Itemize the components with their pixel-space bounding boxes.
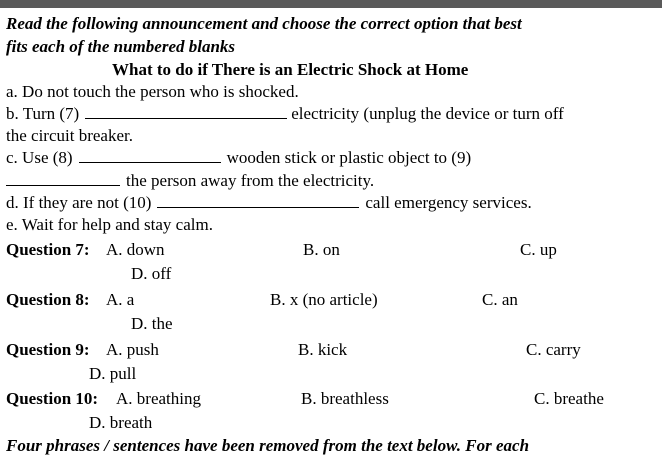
question-7-option-d[interactable]: D. off — [131, 264, 172, 283]
passage-c-end: wooden stick or plastic object to (9) — [226, 148, 472, 167]
question-8-option-a[interactable]: A. a — [106, 290, 135, 309]
question-9-option-b[interactable]: B. kick — [298, 340, 348, 359]
question-9-label: Question 9: — [6, 340, 90, 359]
passage-d-start: d. If they are not (10) — [6, 193, 152, 212]
passage-c-start: c. Use (8) — [6, 148, 73, 167]
passage-c-cont-text: the person away from the electricity. — [126, 171, 375, 190]
instruction-line-1: Read the following announcement and choose the correct option that best — [6, 14, 522, 33]
question-10-option-b[interactable]: B. breathless — [301, 389, 389, 408]
question-7-label: Question 7: — [6, 240, 90, 259]
question-7-option-c[interactable]: C. up — [520, 240, 557, 259]
blank-9 — [6, 171, 120, 186]
question-10-option-c[interactable]: C. breathe — [534, 389, 604, 408]
top-bar — [0, 0, 662, 8]
instruction-line-2: fits each of the numbered blanks — [6, 37, 236, 56]
question-10-option-a[interactable]: A. breathing — [116, 389, 201, 408]
question-9-option-a[interactable]: A. push — [106, 340, 159, 359]
blank-7 — [85, 104, 287, 119]
passage-b-end: electricity (unplug the device or turn off — [291, 104, 564, 123]
question-10-label: Question 10: — [6, 389, 99, 408]
passage-item-c-cont — [6, 171, 374, 191]
question-9-option-d[interactable]: D. pull — [89, 364, 137, 383]
passage-item-b-cont: the circuit breaker. — [6, 126, 133, 145]
passage-item-b — [6, 104, 564, 124]
passage-item-a: a. Do not touch the person who is shocked. — [6, 82, 299, 101]
passage-item-d — [6, 193, 532, 213]
blank-10 — [157, 193, 359, 208]
question-8-option-d[interactable]: D. the — [131, 314, 173, 333]
footer-instruction: Four phrases / sentences have been removed from the text below. For each — [6, 436, 530, 455]
question-8-label: Question 8: — [6, 290, 90, 309]
question-8-option-c[interactable]: C. an — [482, 290, 518, 309]
passage-d-end: call emergency services. — [365, 193, 532, 212]
passage-b-start: b. Turn (7) — [6, 104, 80, 123]
question-7-option-b[interactable]: B. on — [303, 240, 340, 259]
question-9-option-c[interactable]: C. carry — [526, 340, 581, 359]
question-7-option-a[interactable]: A. down — [106, 240, 165, 259]
passage-item-e: e. Wait for help and stay calm. — [6, 215, 213, 234]
question-10-option-d[interactable]: D. breath — [89, 413, 153, 432]
passage-item-c — [6, 148, 471, 168]
blank-8 — [79, 148, 221, 163]
question-8-option-b[interactable]: B. x (no article) — [270, 290, 378, 309]
passage-title: What to do if There is an Electric Shock at Home — [112, 60, 469, 79]
